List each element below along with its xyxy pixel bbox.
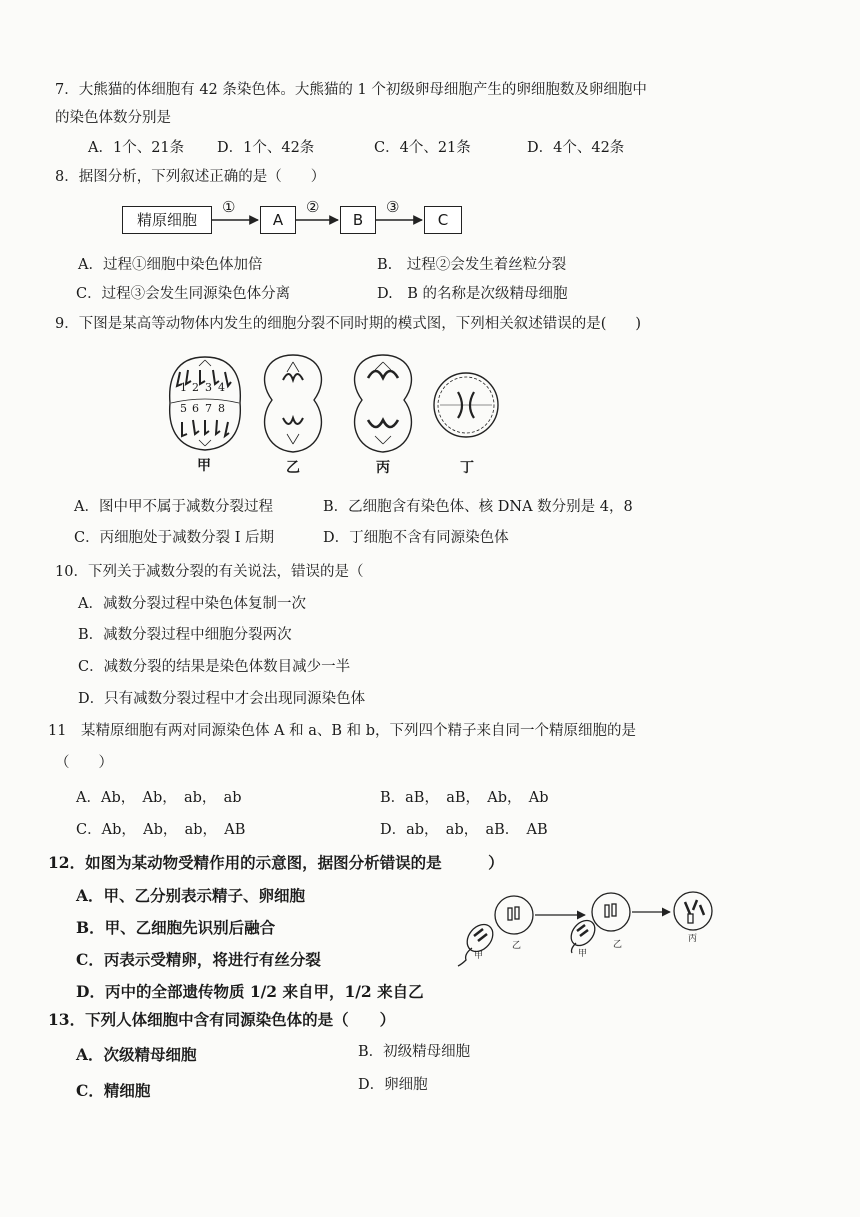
q9-option-b: B．乙细胞含有染色体、核 DNA 数分别是 4，8 bbox=[323, 499, 633, 515]
label-ding: 丁 bbox=[460, 460, 474, 476]
q8-option-d: D. B 的名称是次级精母细胞 bbox=[377, 286, 568, 302]
q8-stem: 8．据图分析，下列叙述正确的是（ ） bbox=[55, 169, 326, 185]
label-jia: 甲 bbox=[197, 458, 211, 474]
q11-option-b: B．aB， aB， Ab， Ab bbox=[380, 790, 549, 806]
q12-option-b: B．甲、乙细胞先识别后融合 bbox=[76, 918, 276, 937]
q10-option-a: A．减数分裂过程中染色体复制一次 bbox=[78, 596, 306, 612]
q7-stem-line1: 7．大熊猫的体细胞有 42 条染色体。大熊猫的 1 个初级卵母细胞产生的卵细胞数及卵细胞中 bbox=[55, 82, 647, 98]
flow-step-2: ② bbox=[306, 198, 320, 216]
label-yi: 乙 bbox=[286, 460, 300, 476]
chromosome-number-7: 7 bbox=[205, 402, 212, 415]
q12-option-d: D．丙中的全部遗传物质 1/2 来自甲，1/2 来自乙 bbox=[76, 982, 424, 1001]
chromosome-number-4: 4 bbox=[218, 381, 225, 394]
q10-stem: 10．下列关于减数分裂的有关说法，错误的是（ bbox=[55, 564, 364, 580]
flow-box-a: A bbox=[260, 206, 296, 234]
q13-option-c: C．精细胞 bbox=[76, 1081, 151, 1100]
q12-option-a: A．甲、乙分别表示精子、卵细胞 bbox=[76, 886, 306, 905]
q10-option-b: B．减数分裂过程中细胞分裂两次 bbox=[78, 627, 292, 643]
q11-option-a: A．Ab， Ab， ab， ab bbox=[76, 790, 242, 806]
flow-box-c: C bbox=[424, 206, 462, 234]
q7-stem-line2: 的染色体数分别是 bbox=[55, 110, 171, 126]
q8-option-a: A．过程①细胞中染色体加倍 bbox=[78, 257, 263, 273]
q11-paren: （ ） bbox=[55, 755, 113, 771]
flow-step-3: ③ bbox=[386, 198, 400, 216]
q7-option-a: A．1个、21条 bbox=[88, 140, 185, 156]
fig-label-bing: 丙 bbox=[688, 934, 698, 944]
chromosome-number-2: 2 bbox=[192, 381, 199, 394]
fig-label-yi-1: 乙 bbox=[512, 941, 522, 951]
chromosome-number-6: 6 bbox=[192, 402, 199, 415]
q9-option-d: D．丁细胞不含有同源染色体 bbox=[323, 530, 509, 546]
label-bing: 丙 bbox=[376, 460, 390, 476]
q13-stem: 13．下列人体细胞中含有同源染色体的是（ ） bbox=[48, 1010, 396, 1029]
q11-option-c: C．Ab， Ab， ab， AB bbox=[76, 822, 246, 838]
chromosome-number-1: 1 bbox=[180, 381, 193, 394]
chromosome-number-8: 8 bbox=[218, 402, 225, 415]
q11-option-d: D．ab， ab， aB． AB bbox=[380, 822, 548, 838]
q13-option-d: D．卵细胞 bbox=[358, 1077, 428, 1093]
q13-option-a: A．次级精母细胞 bbox=[76, 1045, 197, 1064]
q11-stem: 11 某精原细胞有两对同源染色体 A 和 a、B 和 b，下列四个精子来自同一个精原细胞的是 bbox=[48, 723, 637, 739]
flow-step-1: ① bbox=[222, 198, 236, 216]
q10-option-d: D．只有减数分裂过程中才会出现同源染色体 bbox=[78, 691, 366, 707]
q8-option-b: B. 过程②会发生着丝粒分裂 bbox=[377, 257, 567, 273]
fig-label-yi-2: 乙 bbox=[613, 940, 623, 950]
q12-option-c: C．丙表示受精卵，将进行有丝分裂 bbox=[76, 950, 321, 969]
chromosome-number-5: 5 bbox=[180, 402, 187, 415]
q9-option-a: A．图中甲不属于减数分裂过程 bbox=[74, 499, 273, 515]
q9-stem: 9．下图是某高等动物体内发生的细胞分裂不同时期的模式图，下列相关叙述错误的是( ) bbox=[55, 316, 642, 332]
fig-label-jia-2: 甲 bbox=[578, 949, 588, 959]
chromosome-number-3: 3 bbox=[205, 381, 212, 394]
q7-option-c: C．4个、21条 bbox=[374, 140, 471, 156]
fig-label-jia-1: 甲 bbox=[474, 951, 484, 961]
q13-option-b: B．初级精母细胞 bbox=[358, 1044, 471, 1060]
q7-option-b: D．1个、42条 bbox=[217, 140, 315, 156]
q12-stem: 12．如图为某动物受精作用的示意图，据图分析错误的是 ） bbox=[48, 853, 504, 872]
flow-box-start: 精原细胞 bbox=[122, 206, 212, 234]
flow-box-b: B bbox=[340, 206, 376, 234]
q10-option-c: C．减数分裂的结果是染色体数目减少一半 bbox=[78, 659, 351, 675]
q9-option-c: C．丙细胞处于减数分裂 I 后期 bbox=[74, 530, 275, 546]
q7-option-d: D．4个、42条 bbox=[527, 140, 625, 156]
q8-option-c: C．过程③会发生同源染色体分离 bbox=[76, 286, 291, 302]
